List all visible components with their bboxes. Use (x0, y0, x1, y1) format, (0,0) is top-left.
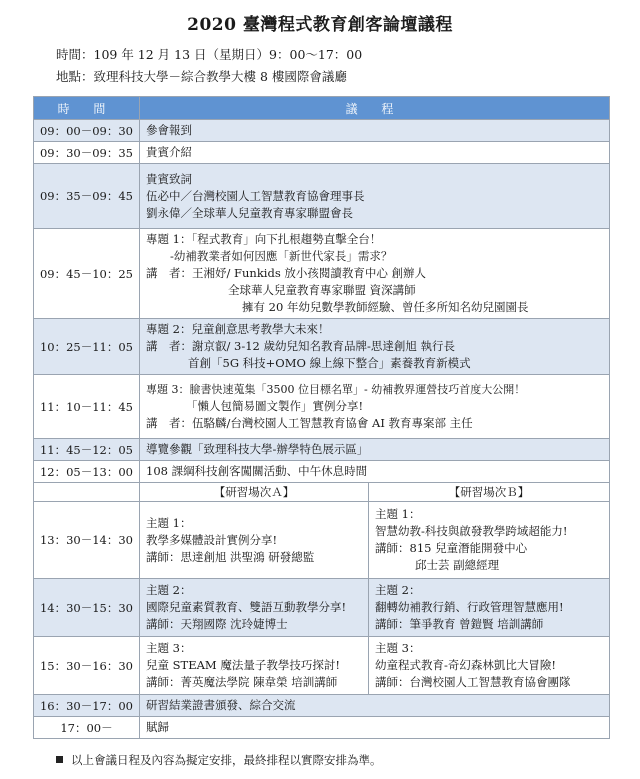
content-line: 主題 1： (375, 507, 421, 521)
session-b-header: 【研習場次Ｂ】 (369, 483, 610, 502)
content-line: 講師：台灣校園人工智慧教育協會團隊 (375, 675, 571, 689)
row-content (140, 717, 610, 739)
content-line: 講 者：伍駱麟/台灣校園人工智慧教育協會 AI 教育專案部 主任 (146, 416, 473, 430)
content-line: 講師：815 兒童潛能開發中心 (375, 541, 528, 555)
content-line: 首創「5G 科技+OMO 線上線下整合」素養教育新模式 (188, 356, 471, 370)
content-line: 專題 1：｢程式教育」向下扎根趨勢直擊全台！ (146, 232, 382, 246)
row-time: 16：30－17：00 (34, 695, 140, 717)
content-line: 講師：筆爭教育 曾鎧賢 培訓講師 (375, 617, 544, 631)
table-row (34, 319, 610, 375)
row-time: 14：30－15：30 (34, 579, 140, 637)
row-content (140, 695, 610, 717)
content-line: 專題 2：兒童創意思考教學大未來！ (146, 322, 330, 336)
page-title: 2020 臺灣程式教育創客論壇議程 (187, 15, 453, 35)
content-line: 邱士芸 副總經理 (415, 558, 500, 572)
event-time: 時間：109 年 12 月 13 日（星期日）9：00～17：00 (56, 47, 363, 62)
content-line: 主題 2： (375, 583, 421, 597)
table-row (34, 695, 610, 717)
table-row (34, 375, 610, 439)
content-line: 講 者：謝京叡/ 3-12 歲幼兒知名教育品牌-思達創旭 執行長 (146, 339, 456, 353)
content-line: 教學多媒體設計實例分享! (146, 532, 278, 547)
session-a-header: 【研習場次Ａ】 (140, 483, 369, 502)
row-time: 11：10－11：45 (34, 375, 140, 439)
content-line: 主題 3： (375, 641, 421, 655)
table-row (34, 717, 610, 739)
content-line: 參會報到 (146, 123, 192, 137)
row-content (140, 142, 610, 164)
row-content (140, 319, 610, 375)
row-time: 17：00－ (34, 717, 140, 739)
footnote (56, 752, 382, 768)
table-row (34, 164, 610, 229)
session-header-row (34, 483, 610, 502)
content-line: 兒童 STEAM 魔法量子教學技巧探討! (146, 658, 340, 672)
table-row (34, 637, 610, 695)
bullet-square-icon (56, 756, 63, 763)
session-a-cell (140, 579, 369, 637)
row-time: 09：35－09：45 (34, 164, 140, 229)
header-agenda: 議 程 (140, 97, 610, 120)
table-row (34, 229, 610, 319)
blank-cell (34, 483, 140, 502)
row-content (140, 375, 610, 439)
row-time: 10：25－11：05 (34, 319, 140, 375)
content-line: 講師：菁英魔法學院 陳韋榮 培訓講師 (146, 675, 338, 689)
content-line: 貴賓介紹 (146, 145, 192, 159)
table-row (34, 461, 610, 483)
table-row (34, 502, 610, 579)
content-line: 擁有 20 年幼兒數學教師經驗、曾任多所知名幼兒園園長 (242, 300, 529, 314)
content-line: 伍必中／台灣校園人工智慧教育協會理事長 (146, 188, 365, 203)
content-line: 「懶人包簡易圖文製作」實例分享! (186, 399, 364, 413)
content-line: 108 課綱科技創客闖關活動、中午休息時間 (146, 464, 368, 478)
content-line: 主題 3： (146, 641, 192, 655)
table-row (34, 579, 610, 637)
content-line: 導覽參觀「致理科技大學-辦學特色展示區」 (146, 442, 369, 456)
row-time: 09：45－10：25 (34, 229, 140, 319)
session-b-cell (369, 637, 610, 695)
content-line: 幼童程式教育-奇幻森林凱比大冒險! (375, 658, 557, 672)
session-a-cell (140, 637, 369, 695)
row-time: 09：00－09：30 (34, 120, 140, 142)
table-row (34, 439, 610, 461)
row-content (140, 120, 610, 142)
content-line: 講師：思達創旭 洪聖鴻 研發總監 (146, 549, 315, 564)
session-b-cell (369, 579, 610, 637)
content-line: 主題 2： (146, 583, 192, 597)
row-content (140, 229, 610, 319)
content-line: 主題 1： (146, 515, 192, 530)
row-time: 11：45－12：05 (34, 439, 140, 461)
content-line: 講師：天翔國際 沈玲婕博士 (146, 617, 288, 631)
content-line: 專題 3：臉書快速蒐集「3500 位目標名單」- 幼補教界運營技巧首度大公開！ (146, 383, 526, 396)
session-b-cell (369, 502, 610, 579)
content-line: 研習結業證書頒發、綜合交流 (146, 698, 296, 712)
header-time: 時 間 (34, 97, 140, 120)
footnote-text: 以上會議日程及內容為擬定安排，最終排程以實際安排為準。 (71, 753, 382, 767)
row-time: 09：30－09：35 (34, 142, 140, 164)
content-line: 翻轉幼補教行銷、行政管理智慧應用! (375, 600, 564, 614)
table-row (34, 142, 610, 164)
row-content (140, 439, 610, 461)
content-line: -幼補教業者如何因應「新世代家長」需求？ (170, 249, 393, 263)
content-line: 全球華人兒童教育專家聯盟 資深講師 (228, 283, 416, 297)
session-a-cell (140, 502, 369, 579)
row-content (140, 461, 610, 483)
content-line: 講 者：王湘妤/ Funkids 放小孩閱讀教育中心 創辦人 (146, 266, 427, 280)
agenda-table (33, 96, 610, 739)
event-location: 地點：致理科技大學－綜合教學大樓 8 樓國際會議廳 (56, 69, 347, 84)
row-time: 13：30－14：30 (34, 502, 140, 579)
row-time: 12：05－13：00 (34, 461, 140, 483)
table-row (34, 120, 610, 142)
content-line: 賦歸 (146, 720, 169, 734)
content-line: 智慧幼教-科技與啟發教學跨域超能力! (375, 524, 568, 538)
content-line: 貴賓致詞 (146, 171, 192, 186)
row-time: 15：30－16：30 (34, 637, 140, 695)
content-line: 國際兒童素質教育、雙語互動教學分享! (146, 600, 347, 614)
row-content (140, 164, 610, 229)
header-row (34, 97, 610, 120)
content-line: 劉永偉／全球華人兒童教育專家聯盟會長 (146, 205, 353, 220)
